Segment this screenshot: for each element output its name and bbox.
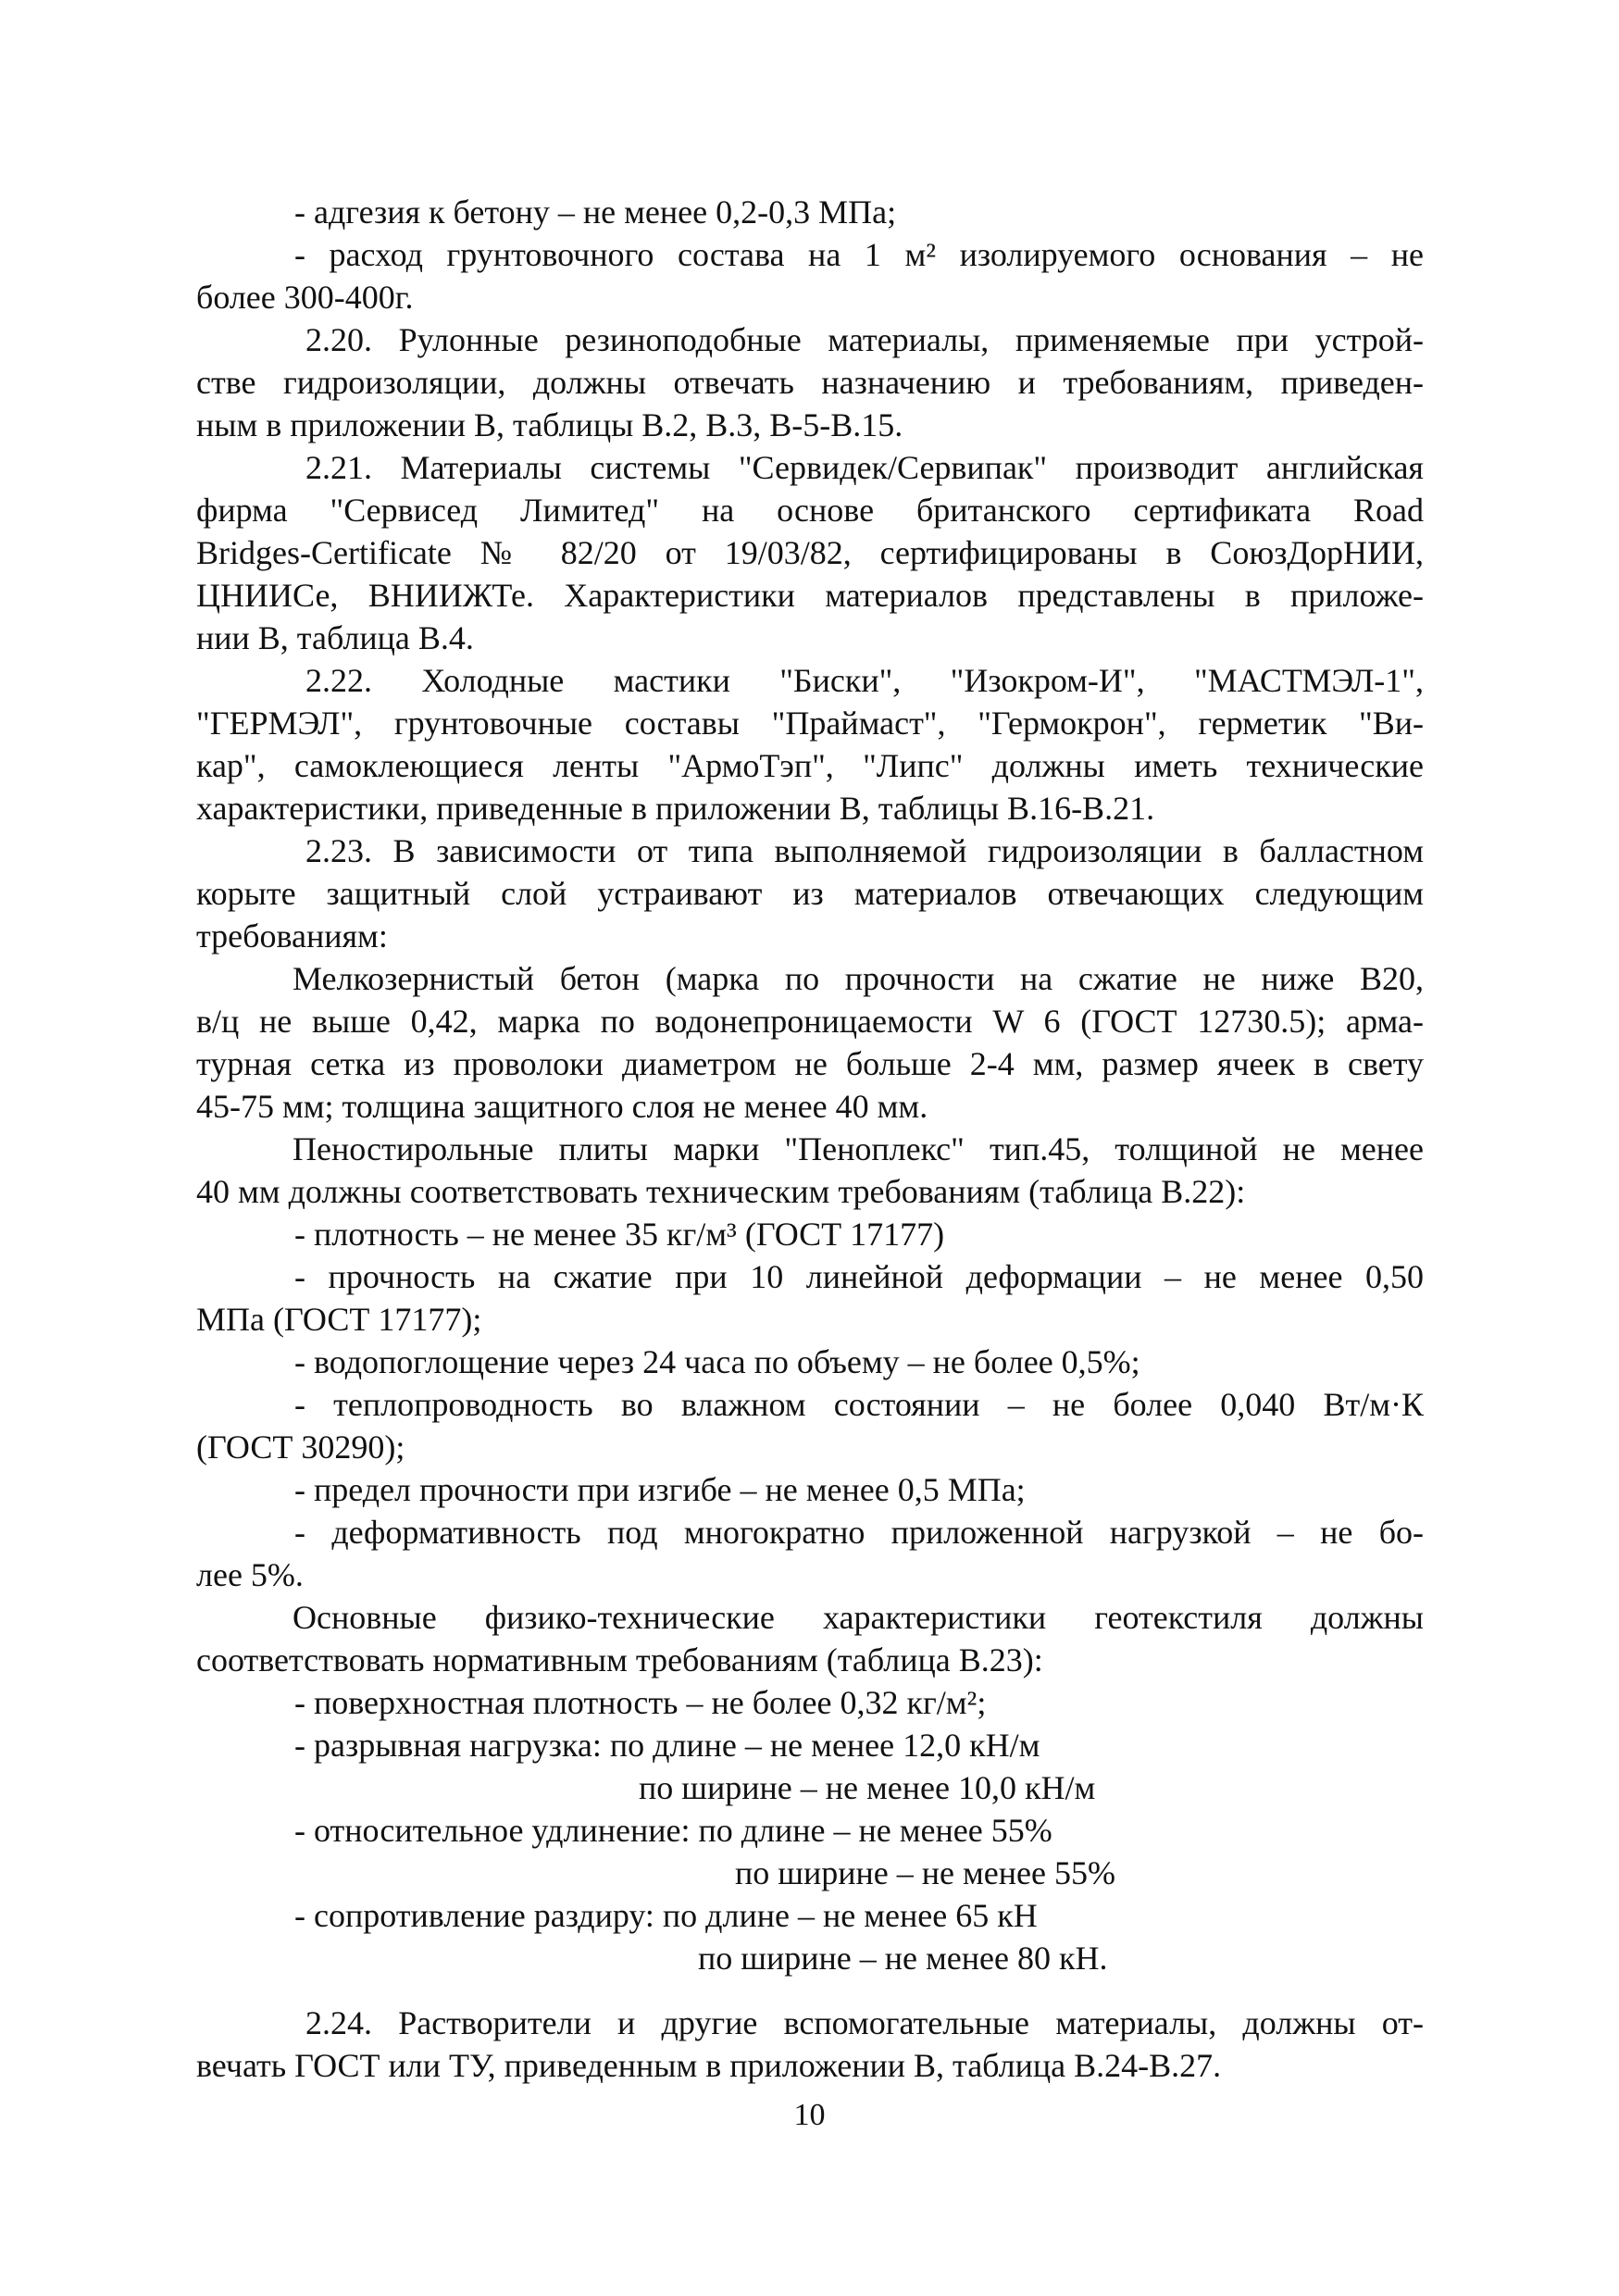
paragraph-2-21: 2.21. Материалы системы "Сервидек/Сервипак" производит английская (305, 449, 1424, 486)
text-line: корыте защитный слой устраивают из материалов отвечающих следующим (196, 875, 1424, 912)
paragraph-2-20: 2.20. Рулонные резиноподобные материалы, применяемые при устрой- (305, 321, 1424, 358)
text-line: в/ц не выше 0,42, марка по водонепроницаемости W 6 (ГОСТ 12730.5); арма- (196, 1003, 1424, 1040)
text-line: - разрывная нагрузка: по длине – не менее 12,0 кН/м (294, 1727, 1040, 1764)
text-line: фирма "Сервисед Лимитед" на основе британского сертификата Road (196, 492, 1424, 529)
text-line: турная сетка из проволоки диаметром не больше 2-4 мм, размер ячеек в свету (196, 1045, 1424, 1082)
text-line: - плотность – не менее 35 кг/м³ (ГОСТ 17177) (294, 1216, 945, 1253)
paragraph-2-22: 2.22. Холодные мастики "Биски", "Изокром-И", "МАСТМЭЛ-1", (305, 662, 1424, 699)
text-line: по ширине – не менее 80 кН. (698, 1940, 1108, 1977)
text-line: - адгезия к бетону – не менее 0,2-0,3 МПа; (294, 193, 897, 231)
text-line: ным в приложении В, таблицы В.2, В.3, В-5-В.15. (196, 406, 903, 443)
text-line: (ГОСТ 30290); (196, 1429, 405, 1466)
text-line: нии В, таблица В.4. (196, 619, 474, 656)
text-line: кар", самоклеющиеся ленты "АрмоТэп", "Липс" должны иметь технические (196, 747, 1424, 784)
text-line: - прочность на сжатие при 10 линейной деформации – не менее 0,50 (294, 1258, 1424, 1295)
text-line: - расход грунтовочного состава на 1 м² изолируемого основания – не (294, 236, 1424, 273)
text-line: 45-75 мм; толщина защитного слоя не менее 40 мм. (196, 1088, 928, 1125)
paragraph-2-24: 2.24. Растворители и другие вспомогательные материалы, должны от- (305, 2004, 1424, 2041)
text-line: ЦНИИСе, ВНИИЖТе. Характеристики материалов представлены в приложе- (196, 577, 1424, 614)
text-line: вечать ГОСТ или ТУ, приведенным в приложении В, таблица В.24-В.27. (196, 2047, 1222, 2084)
text-line: стве гидроизоляции, должны отвечать назначению и требованиям, приведен- (196, 364, 1424, 401)
text-line: 40 мм должны соответствовать техническим требованиям (таблица В.22): (196, 1173, 1246, 1210)
paragraph-2-23: 2.23. В зависимости от типа выполняемой гидроизоляции в балластном (305, 832, 1424, 869)
text-line: - деформативность под многократно приложенной нагрузкой – не бо- (294, 1514, 1424, 1551)
text-line: Bridges-Certificate № 82/20 от 19/03/82, сертифицированы в СоюзДорНИИ, (196, 534, 1424, 571)
text-line: - теплопроводность во влажном состоянии – не более 0,040 Вт/м·К (294, 1386, 1424, 1423)
text-line: требованиям: (196, 917, 388, 955)
text-line: - относительное удлинение: по длине – не менее 55% (294, 1812, 1052, 1849)
text-line: Основные физико-технические характеристики геотекстиля должны (293, 1599, 1424, 1636)
text-line: соответствовать нормативным требованиям (таблица В.23): (196, 1641, 1043, 1678)
text-line: - предел прочности при изгибе – не менее 0,5 МПа; (294, 1471, 1026, 1508)
text-line: МПа (ГОСТ 17177); (196, 1301, 482, 1338)
text-line: характеристики, приведенные в приложении В, таблицы В.16-В.21. (196, 790, 1155, 827)
text-line: - водопоглощение через 24 часа по объему – не более 0,5%; (294, 1343, 1140, 1380)
text-line: по ширине – не менее 55% (735, 1854, 1115, 1891)
text-line: - поверхностная плотность – не более 0,32 кг/м²; (294, 1684, 987, 1721)
text-line: более 300-400г. (196, 279, 414, 316)
page-number: 10 (793, 2098, 826, 2132)
text-line: по ширине – не менее 10,0 кН/м (639, 1769, 1096, 1806)
text-line: "ГЕРМЭЛ", грунтовочные составы "Праймаст", "Гермокрон", герметик "Ви- (196, 705, 1424, 742)
text-line: Мелкозернистый бетон (марка по прочности на сжатие не ниже В20, (293, 960, 1424, 997)
text-line: Пеностирольные плиты марки "Пеноплекс" тип.45, толщиной не менее (293, 1130, 1424, 1167)
text-line: лее 5%. (196, 1556, 304, 1593)
text-line: - сопротивление раздиру: по длине – не менее 65 кН (294, 1897, 1038, 1934)
